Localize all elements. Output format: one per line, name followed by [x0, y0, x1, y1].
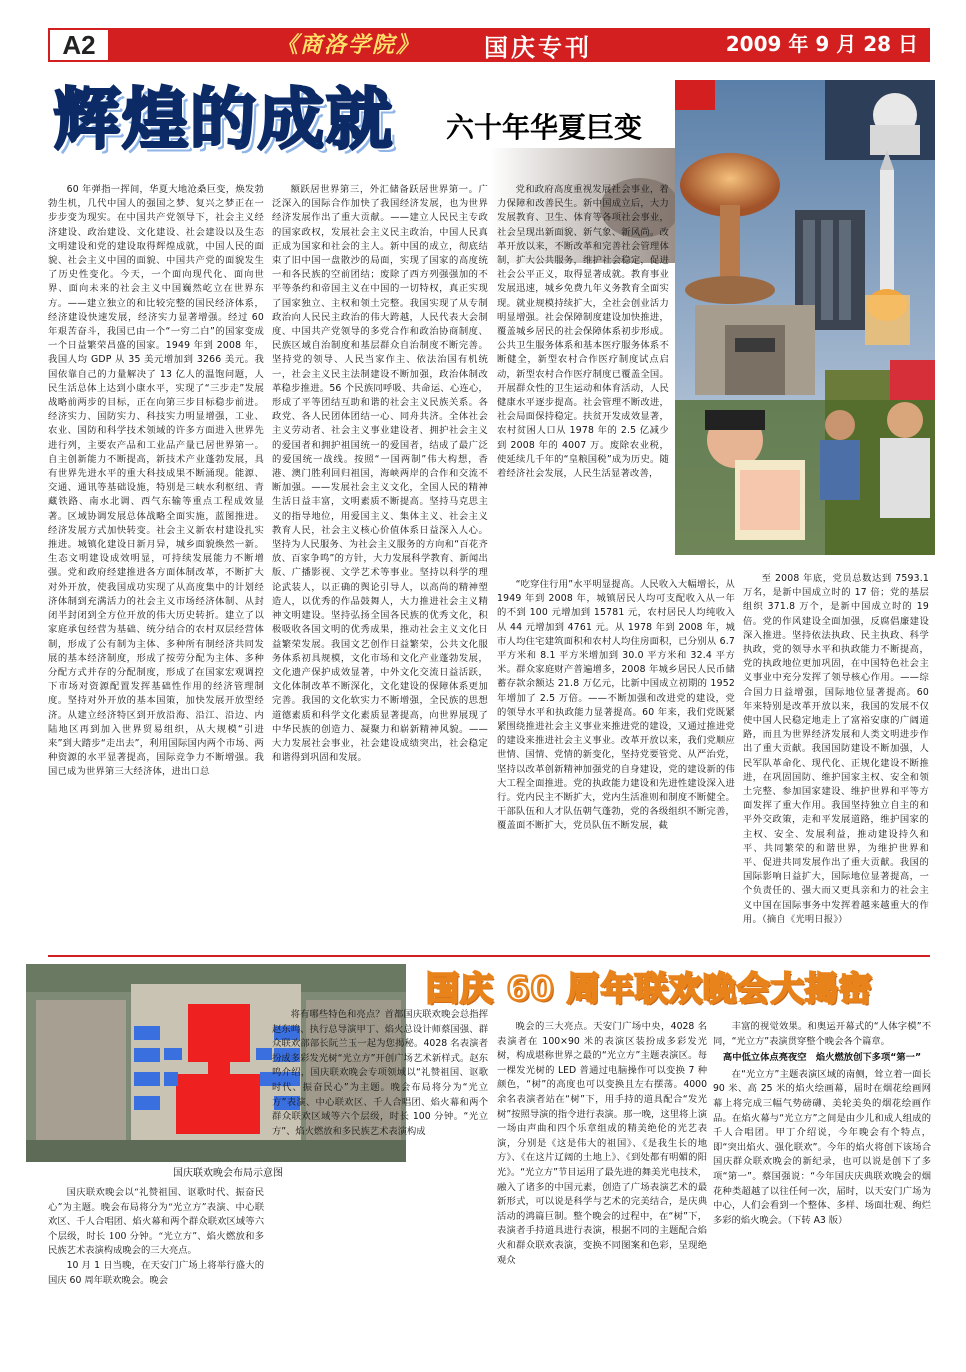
- gala-subheading: 高中低立体点亮夜空 焰火燃放创下多项“第一”: [722, 1052, 922, 1064]
- achievements-photo-collage: [675, 80, 935, 555]
- map-caption: 国庆联欢晚会布局示意图: [173, 1168, 283, 1179]
- page-number: A2: [48, 28, 110, 62]
- gala-intro-column: 国庆联欢晚会以“礼赞祖国、讴歌时代、振奋民心”为主题。晚会布局将分为“光立方”表演、中心联欢区、千人合唱团、焰火幕和两个群众联欢区域等六个层级，时长 100 分钟。“光立方”、焰火燃放和多民族艺术表演构成晚会的三大亮点。 10 月 1 日当晚，在天安门广场上将举行盛大的国庆 60 周年联欢晚会。晚会: [48, 1187, 264, 1286]
- hero-subtitle: 六十年华夏巨变: [446, 111, 643, 144]
- article1-column-5: 至 2008 年底，党员总数达到 7593.1 万名，是新中国成立时的 17 倍；党的基层组织 371.8 万个，是新中国成立时的 19 倍。党的作风建设全面加强，反腐倡廉建设深入推进。坚持依法执政、民主执政、科学执政，党的领导水平和执政能力不断提高，党的执政地位更加巩固，在中国特色社会主义事业中充分发挥了领导核心作用。——综合国力日益增强，国际地位显著提高。60 年来特别是改革开放以来，我国的发展不仅使中国人民稳定地走上了富裕安康的广阔道路，而且为世界经济发展和人类文明进步作出了重大贡献。我国国防建设不断加强，人民军队革命化、现代化、正规化建设不断推进，在巩固国防、维护国家主权、安全和领土完整、参加国家建设、维护世界和平等方面发挥了重大作用。我国坚持独立自主的和平外交政策，走和平发展道路，维护国家的主权、安全、发展利益，推动建设持久和平、共同繁荣的和谐世界，为维护世界和平、促进共同发展作出了重大贡献。我国的国际影响日益扩大，国际地位显著提高，一个负责任的、强大而又更具亲和力的社会主义中国在国际事务中发挥着越来越重大的作用。（摘自《光明日报》）: [743, 573, 929, 925]
- article1-column-2: 额跃居世界第三，外汇储备跃居世界第一。广泛深入的国际合作加快了我国经济发展，也为世界经济发展作出了重大贡献。——建立人民民主专政的国家政权，发展社会主义民主政治，中国人民真正成为国家和社会的主人。新中国的成立，彻底结束了旧中国一盘散沙的局面，实现了国家的高度统一和各民族的空前团结；废除了西方列强强加的不平等条约和帝国主义在中国的一切特权，真正实现了国家独立、主权和领土完整。我国实现了从专制政治向人民民主政治的伟大跨越，人民代表大会制度、中国共产党领导的多党合作和政治协商制度、民族区域自治制度和基层群众自治制度不断完善。坚持党的领导、人民当家作主、依法治国有机统一，社会主义民主法制建设不断加强，政治体制改革稳步推进。56 个民族同呼吸、共命运、心连心，形成了平等团结互助和谐的社会主义民族关系。各政党、各人民团体团结一心、同舟共济。全体社会主义劳动者、社会主义事业建设者、拥护社会主义的爱国者和拥护祖国统一的爱国者，结成了最广泛的爱国统一战线。按照“一国两制”伟大构想，香港、澳门胜利回归祖国，海峡两岸的合作和交流不断加强。——发展社会主义文化，全国人民的精神生活日益丰富，文明素质不断提高。坚持马克思主义的指导地位，用爱国主义、集体主义、社会主义教育人民，社会主义核心价值体系日益深入人心。坚持为人民服务、为社会主义服务的方向和“百花齐放、百家争鸣”的方针，大力发展科学教育、新闻出版、广播影视、文学艺术等事业。坚持以科学的理论武装人，以正确的舆论引导人，以高尚的精神塑造人，以优秀的作品鼓舞人，大力推进社会主义精神文明建设。坚持弘扬全国各民族的优秀文化，积极吸收各国文明的优秀成果，推动社会主义文化日益繁荣发展。我国文艺创作日益繁荣，公共文化服务体系初具规模，文化市场和文化产业蓬勃发展，文化遗产保护成效显著，中外文化交流日益活跃，文化体制改革不断深化，文化建设的保障体系更加完善。我国的文化软实力不断增强，全民族的思想道德素质和科学文化素质显著提高，向世界展现了中华民族的创造力、凝聚力和崭新精神风貌。——大力发展社会事业，社会建设成绩突出，社会稳定和谐得到巩固和发展。: [272, 184, 488, 764]
- section-title: 国庆专刊: [484, 34, 592, 62]
- gala-column-2: 将有哪些特色和亮点？首都国庆联欢晚会总指挥赵东鸣、执行总导演甲丁、焰火总设计师蔡国强、群众联欢部部长阮兰玉一起为您揭秘。4028 名表演者扮成多彩发光树“光立方”开创广场艺术新样式。赵东鸣介绍，国庆联欢晚会专项领域以“礼赞祖国、讴歌时代、振奋民心”为主题。晚会布局将分为“光立方”表演、中心联欢区、千人合唱团、焰火幕和两个群众联欢区域等六个层级，时长 100 分钟。“光立方”、焰火燃放和多民族艺术表演构成: [272, 1009, 488, 1137]
- masthead: 《商洛学院》: [275, 32, 420, 58]
- hero-title: 辉煌的成就: [54, 81, 394, 158]
- article1-column-4: “吃穿住行用”水平明显提高。人民收入大幅增长，从 1949 年到 2008 年，城镇居民人均可支配收入从一年的不到 100 元增加到 15781 元，农村居民人均纯收入从 44 元增加到 4761 元。从 1978 年到 2008 年，城市人均住宅建筑面积和农村人均住房面积，已分别从 6.7 平方米和 8.1 平方米增加到 30.0 平方米和 32.4 平方米。群众家庭财产普遍增多，2008 年城乡居民人民币储蓄存款余额达 21.8 万亿元，比新中国成立初期的 1952 年增加了 2.5 万倍。——不断加强和改进党的建设，党的领导水平和执政能力显著提高。60 年来，我们党既紧紧围绕推进社会主义事业来推进党的建设，又通过推进党的建设来推进社会主义事业。改革开放以来，我们党顺应世情、国情、党情的新变化，坚持党要管党、从严治党，坚持以改革创新精神加强党的自身建设，党的建设新的伟大工程全面推进。党的执政能力建设和先进性建设深入进行。党内民主不断扩大，党内生活准则和制度不断健全。干部队伍和人才队伍朝气蓬勃，党的各级组织不断完善，覆盖面不断扩大，党员队伍不断发展，截: [497, 579, 735, 832]
- gala-headline: 国庆 60 周年联欢晚会大揭密: [426, 969, 873, 1008]
- gala-column-3: 晚会的三大亮点。天安门广场中央，4028 名表演者在 100×90 米的表演区装扮成多彩发光树，构成堪称世界之最的“光立方”主题表演区。每一棵发光树的 LED 普通过电脑操作可以变换 7 种颜色，“树”的高度也可以变换且左右摆荡。4000 余名表演者站在“树”下，用手持的道具配合“发光树”按照导演的指令进行表演。那一晚，这里将上演一场由声曲和四个乐章组成的精美绝伦的光艺表演，分别是《这是伟大的祖国》、《是我生长的地方》、《在这片辽阔的土地上》、《到处都有明媚的阳光》。“光立方”节目运用了最先进的舞美光电技术，融入了诸多的中国元素，创造了广场表演艺术的最新形式，可以说是科学与艺术的完美结合，是庆典活动的鸿篇巨制。整个晚会的过程中，在“树”下，表演者手持道具进行表演，根据不同的主题配合焰火和群众联欢表演，变换不同图案和色彩，呈现绝观众: [497, 1021, 707, 1266]
- gala-column-4: 丰富的视觉效果。和奥运开幕式的“人体字模”不同，“光立方”表演贯穿整个晚会各个篇章。 高中低立体点亮夜空 焰火燃放创下多项“第一” 在“光立方”主题表演区域的南侧，耸立着一面长 90 米、高 25 米的焰火绘画幕，届时在烟花绘画网幕上将完成三幅气势磅礴、美轮美奂的烟花绘画作品。在焰火幕与“光立方”之间是由少儿和成人组成的千人合唱团。甲丁介绍说，今年晚会有个特点，即“突出焰火、强化联欢”。今年的焰火将创下该场合国庆群众联欢晚会的新纪录，也可以说是创下了多项“第一”。蔡国强说：“今年国庆庆典联欢晚会的烟花种类超越了以往任何一次，届时，以天安门广场为中心，人们会看到一个整体、多样、场面壮观、绚烂多彩的焰火晚会。（下转 A3 版）: [713, 1021, 931, 1226]
- page-header: [48, 28, 930, 62]
- article1-column-1: 60 年弹指一挥间，华夏大地沧桑巨变，焕发勃勃生机，几代中国人的强国之梦、复兴之梦正在一步步变为现实。在中国共产党领导下，社会主义经济建设、政治建设、文化建设、社会建设以及生态文明建设和党的建设取得辉煌成就，中国人民的面貌、社会主义中国的面貌、中国共产党的面貌发生了历史性变化。今天，一个面向现代化、面向世界、面向未来的社会主义中国巍然屹立在世界东方。——建立独立的和比较完整的国民经济体系，经济建设快速发展，经济实力显著增强。经过 60 年艰苦奋斗，我国已由一个“一穷二白”的国家变成一个日益繁荣昌盛的国家。1949 年到 2008 年，我国人均 GDP 从 35 美元增加到 3266 美元。我国依靠自己的力量解决了 13 亿人的温饱问题，人民生活总体上达到小康水平，实现了“三步走”发展战略前两步的目标，正在向第三步目标稳步前进。经济实力、国防实力、科技实力明显增强，工业、农业、国防和科学技术领域的许多方面进入世界先进行列，主要农产品和工业品产量已居世界第一。自主创新能力不断提高，新技术产业蓬勃发展，具有世界先进水平的重大科技成果不断涌现。能源、交通、通讯等基础设施，特别是三峡水利枢纽、青藏铁路、南水北调、西气东输等重点工程成效显著。区域协调发展总体战略全面实施，蓝图推进。经济发展方式加快转变。社会主义新农村建设扎实推进。城镇化建设日新月异，城乡面貌焕然一新。生态文明建设成效明显，可持续发展能力不断增强。党和政府经建推进各方面体制改革，不断扩大对外开放，使我国成功实现了从高度集中的计划经济体制到充满活力的社会主义市场经济体制、从封闭半封闭到全方位开放的伟大历史转折。建立了以家庭承包经营为基础、统分结合的农村双层经营体制，形成了公有制为主体、多种所有制经济共同发展的基本经济制度，形成了按劳分配为主体、多种分配方式并存的分配制度，形成了在国家宏观调控下市场对资源配置发挥基础性作用的经济管理制度。坚持对外开放的基本国策，加快发展开放型经济。从建立经济特区到开放沿海、沿江、沿边、内陆地区再到加入世界贸易组织，从大规模“引进来”到大踏步“走出去”，利用国际国内两个市场、两种资源的水平显著提高，国际竞争力不断增强。我国已成为世界第三大经济体，进出口总: [48, 184, 264, 778]
- section-divider: [48, 955, 930, 957]
- article1-column-3: 党和政府高度重视发展社会事业，着力保障和改善民生。新中国成立后，大力发展教育、卫生、体育等各项社会事业，社会呈现出新面貌、新气象、新风尚。改革开放以来，不断改革和完善社会管理体制，扩大公共服务，维护社会稳定，促进社会公平正义，取得显著成就。教育事业发展迅速，城乡免费九年义务教育全面实现。就业规模持续扩大，全社会创业活力明显增强。社会保障制度建设加快推进，覆盖城乡居民的社会保障体系初步形成。公共卫生服务体系和基本医疗服务体系不断健全，新型农村合作医疗制度试点启动，新型农村合作医疗制度已覆盖全国。开展群众性的卫生运动和体育活动，人民健康水平逐步提高。社会管理不断改进，社会局面保持稳定。扶贫开发成效显著，农村贫困人口从 1978 年的 2.5 亿减少到 2008 年的 4007 万。废除农业税，使延续几千年的“皇粮国税”成为历史。随着经济社会发展，人民生活显著改善，: [497, 184, 669, 480]
- issue-date: 2009 年 9 月 28 日: [725, 32, 918, 56]
